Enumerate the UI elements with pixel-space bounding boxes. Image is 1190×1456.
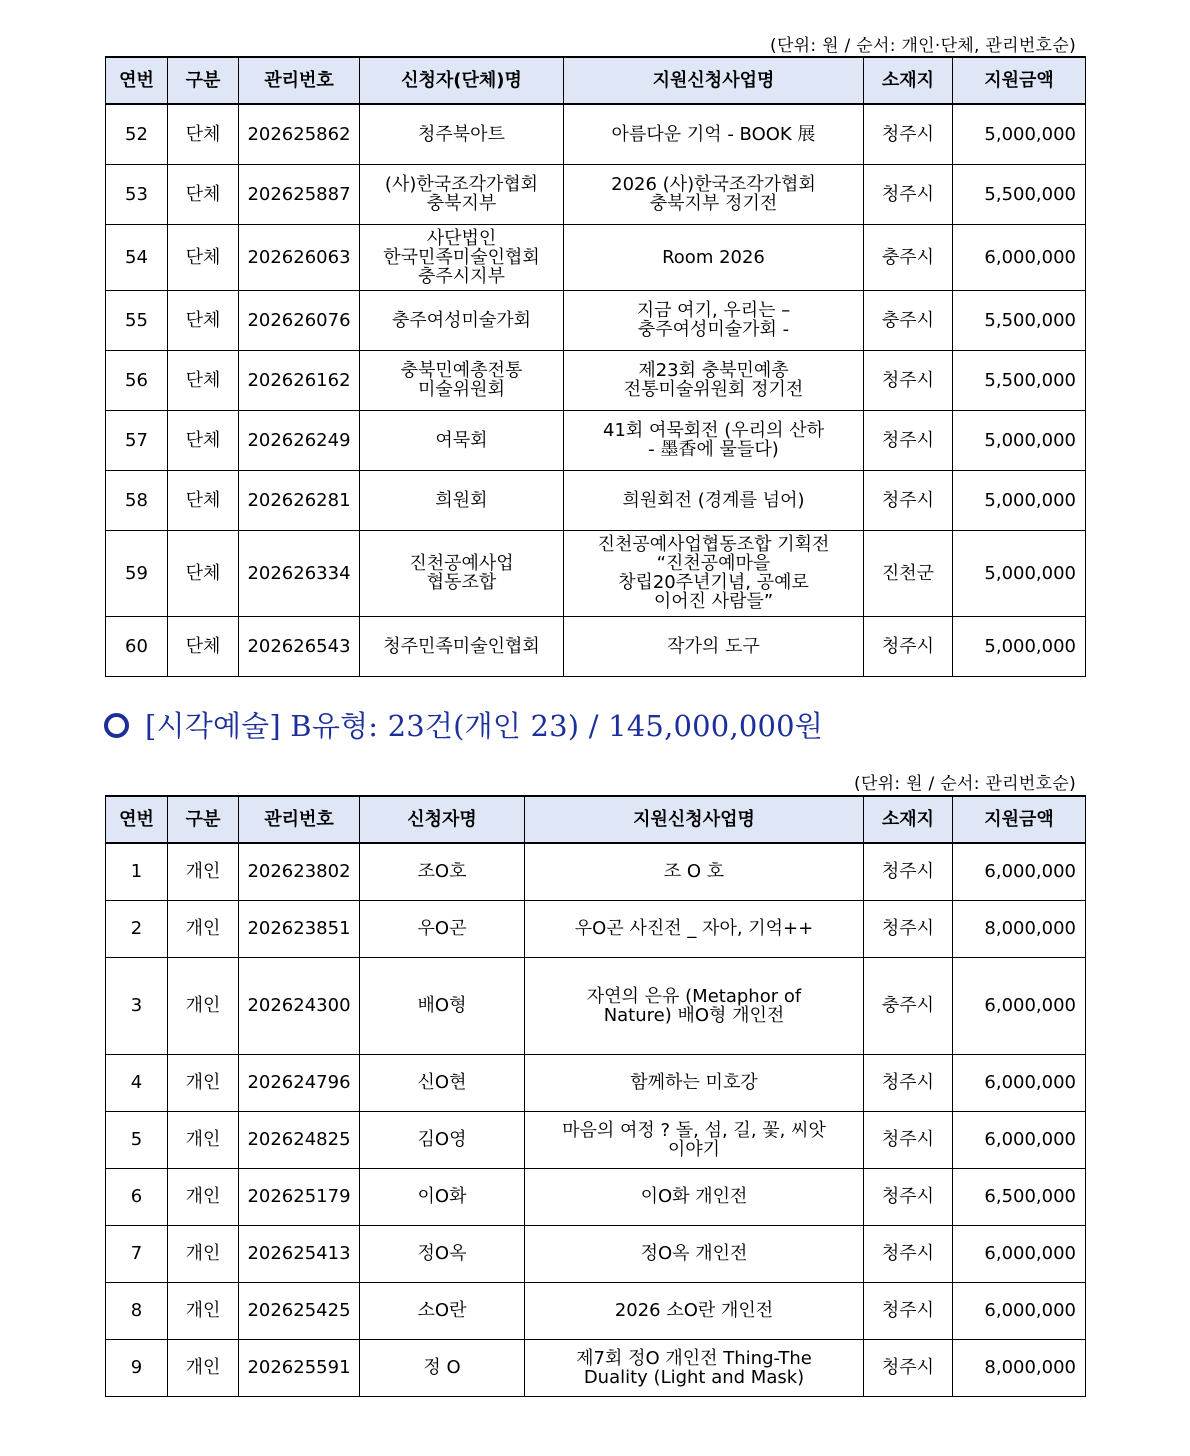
row-number-cell: 8 xyxy=(106,1282,168,1339)
applicant-name-cell: 여묵회 xyxy=(360,410,564,470)
support-amount-cell: 5,000,000 xyxy=(953,104,1086,164)
management-number-cell: 202625862 xyxy=(239,104,360,164)
category-cell: 개인 xyxy=(168,957,239,1054)
table-row xyxy=(106,1168,1086,1225)
location-cell: 청주시 xyxy=(864,410,953,470)
project-name-cell: 41회 여묵회전 (우리의 산하 - 墨香에 물들다) xyxy=(564,410,864,470)
column-header: 구분 xyxy=(168,57,239,104)
table-row xyxy=(106,290,1086,350)
support-amount-cell: 8,000,000 xyxy=(953,1339,1086,1396)
support-amount-cell: 6,000,000 xyxy=(953,1111,1086,1168)
applicant-name-cell: 조O호 xyxy=(360,843,525,900)
support-amount-cell: 6,000,000 xyxy=(953,1282,1086,1339)
project-name-cell: 자연의 은유 (Metaphor of Nature) 배O형 개인전 xyxy=(525,957,864,1054)
support-amount-cell: 6,500,000 xyxy=(953,1168,1086,1225)
project-name-cell: 우O곤 사진전 _ 자아, 기억++ xyxy=(525,900,864,957)
row-number-cell: 54 xyxy=(106,224,168,290)
column-header: 지원신청사업명 xyxy=(525,796,864,843)
applicant-name-cell: 진천공예사업 협동조합 xyxy=(360,530,564,616)
location-cell: 청주시 xyxy=(864,900,953,957)
table-row xyxy=(106,957,1086,1054)
table-row xyxy=(106,843,1086,900)
row-number-cell: 9 xyxy=(106,1339,168,1396)
applicant-name-cell: (사)한국조각가협회 충북지부 xyxy=(360,164,564,224)
project-name-cell: 2026 (사)한국조각가협회 충북지부 정기전 xyxy=(564,164,864,224)
column-header: 관리번호 xyxy=(239,57,360,104)
category-cell: 단체 xyxy=(168,470,239,530)
applicant-name-cell: 충북민예총전통 미술위원회 xyxy=(360,350,564,410)
support-amount-cell: 6,000,000 xyxy=(953,1054,1086,1111)
row-number-cell: 53 xyxy=(106,164,168,224)
row-number-cell: 6 xyxy=(106,1168,168,1225)
category-cell: 개인 xyxy=(168,1111,239,1168)
table-row xyxy=(106,616,1086,676)
applicant-name-cell: 충주여성미술가회 xyxy=(360,290,564,350)
management-number-cell: 202625425 xyxy=(239,1282,360,1339)
row-number-cell: 5 xyxy=(106,1111,168,1168)
location-cell: 청주시 xyxy=(864,616,953,676)
column-header: 구분 xyxy=(168,796,239,843)
location-cell: 충주시 xyxy=(864,290,953,350)
project-name-cell: 함께하는 미호강 xyxy=(525,1054,864,1111)
table-row xyxy=(106,1054,1086,1111)
applicant-name-cell: 김O영 xyxy=(360,1111,525,1168)
support-table-group xyxy=(105,56,1086,677)
table-row xyxy=(106,164,1086,224)
column-header: 관리번호 xyxy=(239,796,360,843)
column-header: 신청자(단체)명 xyxy=(360,57,564,104)
management-number-cell: 202625887 xyxy=(239,164,360,224)
column-header: 지원금액 xyxy=(953,796,1086,843)
project-name-cell: 2026 소O란 개인전 xyxy=(525,1282,864,1339)
category-cell: 단체 xyxy=(168,290,239,350)
row-number-cell: 60 xyxy=(106,616,168,676)
table-row xyxy=(106,1339,1086,1396)
category-cell: 단체 xyxy=(168,350,239,410)
applicant-name-cell: 정 O xyxy=(360,1339,525,1396)
management-number-cell: 202623851 xyxy=(239,900,360,957)
category-cell: 단체 xyxy=(168,224,239,290)
location-cell: 청주시 xyxy=(864,1339,953,1396)
category-cell: 개인 xyxy=(168,1339,239,1396)
applicant-name-cell: 배O형 xyxy=(360,957,525,1054)
support-amount-cell: 5,500,000 xyxy=(953,290,1086,350)
category-cell: 단체 xyxy=(168,530,239,616)
category-cell: 단체 xyxy=(168,410,239,470)
row-number-cell: 52 xyxy=(106,104,168,164)
location-cell: 진천군 xyxy=(864,530,953,616)
applicant-name-cell: 청주민족미술인협회 xyxy=(360,616,564,676)
circle-bullet-icon xyxy=(104,713,129,738)
column-header: 지원신청사업명 xyxy=(564,57,864,104)
location-cell: 청주시 xyxy=(864,164,953,224)
row-number-cell: 58 xyxy=(106,470,168,530)
applicant-name-cell: 청주북아트 xyxy=(360,104,564,164)
location-cell: 청주시 xyxy=(864,1168,953,1225)
section-heading xyxy=(104,704,823,745)
support-amount-cell: 6,000,000 xyxy=(953,843,1086,900)
applicant-name-cell: 희원회 xyxy=(360,470,564,530)
management-number-cell: 202626249 xyxy=(239,410,360,470)
management-number-cell: 202626543 xyxy=(239,616,360,676)
category-cell: 단체 xyxy=(168,616,239,676)
applicant-name-cell: 사단법인 한국민족미술인협회 충주시지부 xyxy=(360,224,564,290)
category-cell: 개인 xyxy=(168,1282,239,1339)
table-header-row xyxy=(106,796,1086,843)
table-row xyxy=(106,1225,1086,1282)
support-amount-cell: 5,000,000 xyxy=(953,470,1086,530)
category-cell: 개인 xyxy=(168,1168,239,1225)
column-header: 소재지 xyxy=(864,57,953,104)
project-name-cell: 작가의 도구 xyxy=(564,616,864,676)
category-cell: 단체 xyxy=(168,164,239,224)
unit-note: (단위: 원 / 순서: 관리번호순) xyxy=(854,774,1076,794)
unit-note: (단위: 원 / 순서: 개인·단체, 관리번호순) xyxy=(770,36,1076,56)
column-header: 연번 xyxy=(106,796,168,843)
row-number-cell: 57 xyxy=(106,410,168,470)
table-row xyxy=(106,224,1086,290)
location-cell: 청주시 xyxy=(864,1054,953,1111)
table-row xyxy=(106,1111,1086,1168)
management-number-cell: 202624796 xyxy=(239,1054,360,1111)
support-amount-cell: 6,000,000 xyxy=(953,1225,1086,1282)
location-cell: 청주시 xyxy=(864,470,953,530)
row-number-cell: 3 xyxy=(106,957,168,1054)
management-number-cell: 202624300 xyxy=(239,957,360,1054)
support-amount-cell: 6,000,000 xyxy=(953,957,1086,1054)
table-row xyxy=(106,470,1086,530)
project-name-cell: Room 2026 xyxy=(564,224,864,290)
location-cell: 청주시 xyxy=(864,843,953,900)
category-cell: 단체 xyxy=(168,104,239,164)
section-title: [시각예술] B유형: 23건(개인 23) / 145,000,000원 xyxy=(145,709,824,743)
location-cell: 충주시 xyxy=(864,957,953,1054)
applicant-name-cell: 신O현 xyxy=(360,1054,525,1111)
project-name-cell: 이O화 개인전 xyxy=(525,1168,864,1225)
project-name-cell: 마음의 여정 ? 돌, 섬, 길, 꽃, 씨앗 이야기 xyxy=(525,1111,864,1168)
table-row xyxy=(106,104,1086,164)
table-header-row xyxy=(106,57,1086,104)
management-number-cell: 202625591 xyxy=(239,1339,360,1396)
support-amount-cell: 8,000,000 xyxy=(953,900,1086,957)
location-cell: 청주시 xyxy=(864,350,953,410)
row-number-cell: 7 xyxy=(106,1225,168,1282)
table-row xyxy=(106,410,1086,470)
management-number-cell: 202626281 xyxy=(239,470,360,530)
location-cell: 청주시 xyxy=(864,1282,953,1339)
management-number-cell: 202625179 xyxy=(239,1168,360,1225)
management-number-cell: 202626162 xyxy=(239,350,360,410)
support-table-individual xyxy=(105,795,1086,1397)
location-cell: 청주시 xyxy=(864,1111,953,1168)
management-number-cell: 202623802 xyxy=(239,843,360,900)
project-name-cell: 희원회전 (경계를 넘어) xyxy=(564,470,864,530)
management-number-cell: 202626334 xyxy=(239,530,360,616)
row-number-cell: 2 xyxy=(106,900,168,957)
row-number-cell: 1 xyxy=(106,843,168,900)
category-cell: 개인 xyxy=(168,843,239,900)
support-amount-cell: 5,000,000 xyxy=(953,616,1086,676)
column-header: 지원금액 xyxy=(953,57,1086,104)
table-row xyxy=(106,350,1086,410)
applicant-name-cell: 정O옥 xyxy=(360,1225,525,1282)
project-name-cell: 제7회 정O 개인전 Thing-The Duality (Light and Mask) xyxy=(525,1339,864,1396)
table-row xyxy=(106,1282,1086,1339)
project-name-cell: 제23회 충북민예총 전통미술위원회 정기전 xyxy=(564,350,864,410)
column-header: 연번 xyxy=(106,57,168,104)
applicant-name-cell: 이O화 xyxy=(360,1168,525,1225)
column-header: 소재지 xyxy=(864,796,953,843)
location-cell: 청주시 xyxy=(864,1225,953,1282)
project-name-cell: 정O옥 개인전 xyxy=(525,1225,864,1282)
management-number-cell: 202626076 xyxy=(239,290,360,350)
row-number-cell: 56 xyxy=(106,350,168,410)
support-amount-cell: 6,000,000 xyxy=(953,224,1086,290)
applicant-name-cell: 우O곤 xyxy=(360,900,525,957)
table-row xyxy=(106,900,1086,957)
support-amount-cell: 5,500,000 xyxy=(953,350,1086,410)
management-number-cell: 202624825 xyxy=(239,1111,360,1168)
project-name-cell: 지금 여기, 우리는 – 충주여성미술가회 - xyxy=(564,290,864,350)
project-name-cell: 아름다운 기억 - BOOK 展 xyxy=(564,104,864,164)
support-amount-cell: 5,000,000 xyxy=(953,410,1086,470)
category-cell: 개인 xyxy=(168,1225,239,1282)
category-cell: 개인 xyxy=(168,900,239,957)
column-header: 신청자명 xyxy=(360,796,525,843)
project-name-cell: 조 O 호 xyxy=(525,843,864,900)
location-cell: 청주시 xyxy=(864,104,953,164)
category-cell: 개인 xyxy=(168,1054,239,1111)
management-number-cell: 202626063 xyxy=(239,224,360,290)
project-name-cell: 진천공예사업협동조합 기획전 “진천공예마을 창립20주년기념, 공예로 이어진 사람들” xyxy=(564,530,864,616)
row-number-cell: 55 xyxy=(106,290,168,350)
management-number-cell: 202625413 xyxy=(239,1225,360,1282)
support-amount-cell: 5,000,000 xyxy=(953,530,1086,616)
applicant-name-cell: 소O란 xyxy=(360,1282,525,1339)
row-number-cell: 59 xyxy=(106,530,168,616)
table-row xyxy=(106,530,1086,616)
row-number-cell: 4 xyxy=(106,1054,168,1111)
location-cell: 충주시 xyxy=(864,224,953,290)
support-amount-cell: 5,500,000 xyxy=(953,164,1086,224)
